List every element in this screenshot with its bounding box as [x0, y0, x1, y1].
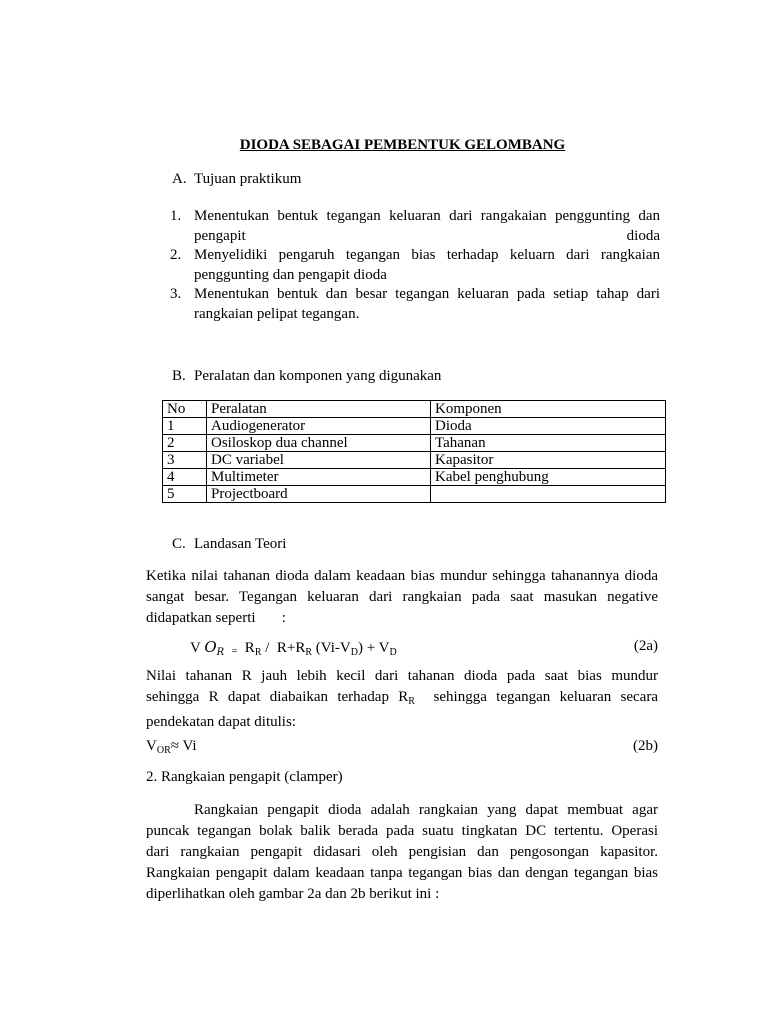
list-item-line: Menentukan bentuk dan besar tegangan keluaran pada setiap tahap dari [194, 286, 660, 302]
paragraph-line: puncak tegangan bolak balik berada pada suatu tingkatan DC tertentu. Operasi [146, 823, 658, 839]
table-row [163, 435, 666, 452]
paragraph-line: Ketika nilai tahanan dioda dalam keadaan bias mundur sehingga tahanannya dioda [146, 568, 658, 584]
eq-o-sub: R [216, 647, 225, 658]
table-cell: Projectboard [207, 486, 431, 503]
table-header-cell: Peralatan [207, 401, 431, 418]
section-b-letter: B. [172, 368, 186, 384]
theory-paragraph-2 [146, 666, 658, 733]
eq2-sub: OR [156, 745, 171, 756]
eq-rhs-b: / R+R [261, 640, 306, 656]
eq-rhs-d-sub: D [389, 647, 397, 658]
list-item-line: Menyelidiki pengaruh tegangan bias terhadap keluarn dari rangkaian [194, 247, 660, 263]
paragraph-line: Nilai tahanan R jauh lebih kecil dari tahanan dioda pada saat bias mundur [146, 668, 658, 684]
eq-rhs-d: ) + V [357, 640, 390, 656]
paragraph-line: Rangkaian pengapit dalam keadaan tanpa tegangan bias dan dengan tegangan bias [146, 865, 658, 881]
list-number: 3. [170, 286, 182, 302]
table-row [163, 452, 666, 469]
list-item-line: pengapit dioda [194, 227, 660, 244]
eq2-v: V [146, 738, 157, 754]
list-item [170, 246, 660, 285]
paragraph-line: pendekatan dapat ditulis: [146, 714, 296, 730]
table-header-cell: No [163, 401, 207, 418]
paragraph-subscript: R [408, 696, 415, 707]
section-c-letter: C. [172, 536, 186, 552]
table-header-cell: Komponen [431, 401, 666, 418]
eq-rhs-c: (Vi-V [312, 640, 351, 656]
section-a-letter: A. [172, 171, 187, 187]
list-item-line: rangkaian pelipat tegangan. [194, 305, 360, 322]
table-cell: Kabel penghubung [431, 469, 666, 486]
table-row [163, 418, 666, 435]
equation-2a [190, 638, 397, 658]
paragraph-line-part: sehingga tegangan keluaran secara [414, 689, 658, 705]
table-cell: Kapasitor [431, 452, 666, 469]
list-item [170, 285, 660, 324]
table-cell: Tahanan [431, 435, 666, 452]
section-c-title: Landasan Teori [194, 536, 287, 552]
table-row [163, 469, 666, 486]
section-a-title: Tujuan praktikum [194, 171, 302, 187]
eq-rhs-a: R [244, 640, 255, 656]
paragraph-line: Rangkaian pengapit dioda adalah rangkaian yang dapat membuat agar [194, 802, 658, 818]
eq-equals: = [231, 646, 238, 657]
table-cell: 3 [163, 452, 207, 469]
equation-2a-label: (2a) [633, 638, 658, 654]
table-cell: DC variabel [207, 452, 431, 469]
paragraph-line: dari rangkaian pengapit didasari oleh pengisian dan pengosongan kapasitor. [146, 844, 658, 860]
list-item-line: penggunting dan pengapit dioda [194, 266, 387, 283]
equation-2b-label: (2b) [633, 738, 658, 754]
theory-paragraph-1 [146, 566, 658, 629]
table-cell: Dioda [431, 418, 666, 435]
eq-o: O [204, 638, 217, 656]
list-item-line: Menentukan bentuk tegangan keluaran dari rangakaian penggunting dan [194, 208, 660, 224]
table-header-row [163, 401, 666, 418]
table-cell: 5 [163, 486, 207, 503]
list-number: 1. [170, 208, 182, 224]
equation-2b [146, 738, 197, 756]
paragraph-line: sangat besar. Tegangan keluaran dari rangkaian pada saat masukan negative [146, 589, 658, 605]
paragraph-line-part: sehingga R dapat diabaikan terhadap R [146, 689, 409, 705]
clamper-heading: 2. Rangkaian pengapit (clamper) [146, 769, 343, 785]
section-b-title: Peralatan dan komponen yang digunakan [194, 368, 442, 384]
equipment-table [162, 400, 666, 503]
clamper-paragraph [146, 800, 658, 905]
paragraph-line: didapatkan seperti : [146, 610, 286, 626]
eq-rhs-a-sub: R [254, 647, 262, 658]
table-cell: 2 [163, 435, 207, 452]
paragraph-line: diperlihatkan oleh gambar 2a dan 2b berikut ini : [146, 886, 440, 902]
table-cell: Multimeter [207, 469, 431, 486]
table-cell: 4 [163, 469, 207, 486]
eq2-rhs: ≈ Vi [170, 738, 197, 754]
list-item [170, 207, 660, 246]
table-cell: Osiloskop dua channel [207, 435, 431, 452]
table-cell [431, 486, 666, 503]
table-cell: Audiogenerator [207, 418, 431, 435]
eq-v: V [190, 640, 201, 656]
table-row [163, 486, 666, 503]
objectives-list [170, 207, 660, 324]
paragraph-line-2 [146, 687, 658, 712]
table-cell: 1 [163, 418, 207, 435]
document-title: DIODA SEBAGAI PEMBENTUK GELOMBANG [239, 137, 566, 153]
eq-rhs-b-sub: R [305, 647, 313, 658]
eq-rhs-c-sub: D [350, 647, 358, 658]
list-number: 2. [170, 247, 182, 263]
